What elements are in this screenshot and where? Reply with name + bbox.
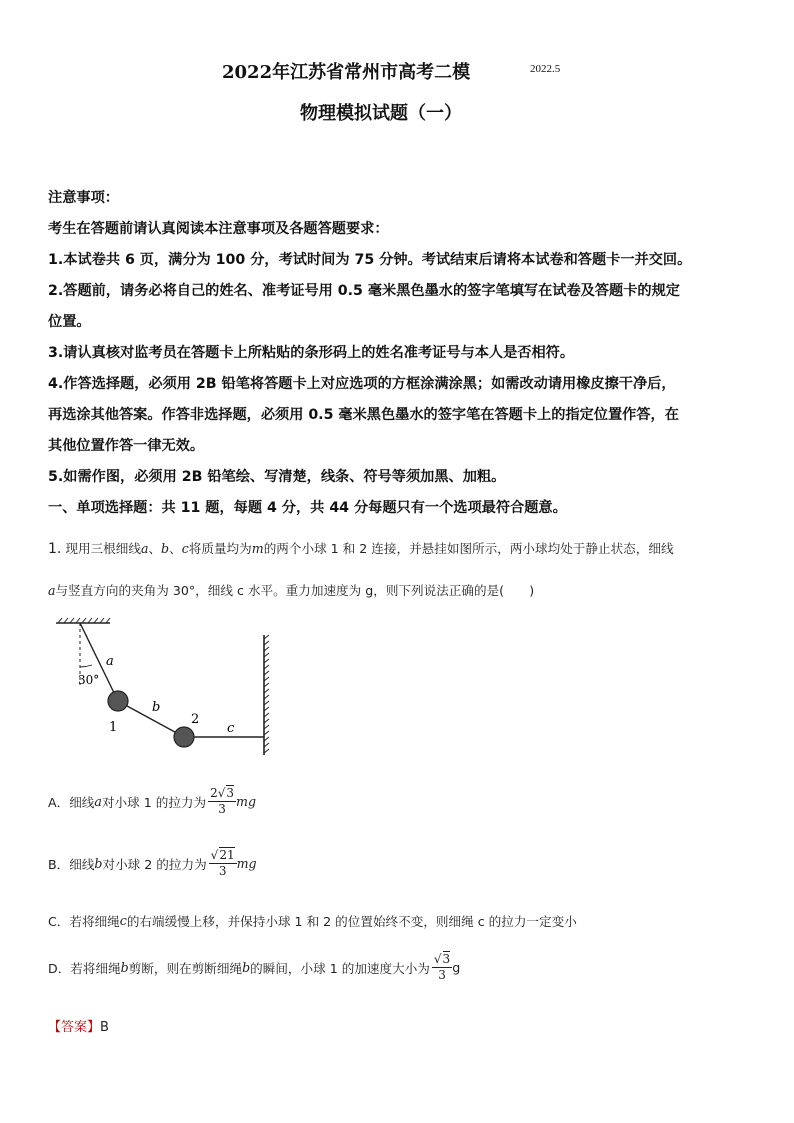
question-text: 的两个小球 1 和 2 连接，并悬挂如图所示，两小球均处于静止状态，细线 bbox=[263, 541, 674, 556]
option-text: 的右端缓慢上移，并保持小球 1 和 2 的位置始终不变，则细绳 c 的拉力一定变小 bbox=[126, 914, 577, 929]
fraction bbox=[432, 952, 452, 983]
label-ball-1: 1 bbox=[109, 720, 118, 735]
question-text: 将质量均为 bbox=[188, 541, 252, 556]
fraction-numerator: √3 bbox=[433, 952, 451, 966]
option-var: b bbox=[242, 960, 251, 975]
answer-value: B bbox=[100, 1020, 109, 1035]
label-a: a bbox=[106, 654, 114, 669]
pendulum-figure bbox=[52, 615, 282, 755]
option-text: 对小球 1 的拉力为 bbox=[101, 795, 207, 810]
separator: 、 bbox=[148, 541, 162, 556]
page-subtitle: 物理模拟试题（一） bbox=[300, 103, 462, 124]
var-c: c bbox=[181, 541, 189, 556]
fraction-denominator: 3 bbox=[438, 968, 446, 982]
option-text: D．若将细绳 bbox=[48, 961, 121, 976]
option-var: a bbox=[94, 794, 102, 809]
notice-line: 1.本试卷共 6 页，满分为 100 分，考试时间为 75 分钟。考试结束后请将本试卷和答题卡一并交回。 bbox=[48, 252, 692, 268]
option-text: B．细线 bbox=[48, 857, 95, 872]
option-b bbox=[48, 848, 257, 879]
label-ball-2: 2 bbox=[191, 712, 200, 727]
question-1-line-1 bbox=[48, 538, 674, 557]
option-c bbox=[48, 911, 577, 930]
ball-2 bbox=[174, 727, 194, 747]
fraction-numerator: √21 bbox=[210, 848, 235, 862]
answer bbox=[48, 1016, 109, 1035]
ball-1 bbox=[108, 691, 128, 711]
notice-section bbox=[48, 183, 758, 524]
section-heading: 一、单项选择题：共 11 题，每题 4 分，共 44 分每题只有一个选项最符合题意。 bbox=[48, 500, 567, 516]
option-var: c bbox=[119, 913, 127, 928]
unit: g bbox=[452, 960, 461, 975]
notice-heading: 注意事项： bbox=[48, 190, 119, 206]
notice-line: 4.作答选择题，必须用 2B 铅笔将答题卡上对应选项的方框涂满涂黑；如需改动请用橡皮擦干净后， bbox=[48, 376, 676, 392]
notice-line: 再选涂其他答案。作答非选择题，必须用 0.5 毫米黑色墨水的签字笔在答题卡上的指定位置作答，在 bbox=[48, 407, 679, 423]
var-a: a bbox=[140, 541, 149, 556]
fraction-denominator: 3 bbox=[218, 802, 226, 816]
notice-intro: 考生在答题前请认真阅读本注意事项及各题答题要求： bbox=[48, 221, 389, 237]
option-d bbox=[48, 952, 460, 983]
label-angle: 30° bbox=[78, 673, 100, 687]
var-a: a bbox=[48, 583, 56, 598]
question-number: 1. bbox=[48, 541, 62, 557]
angle-arc bbox=[80, 665, 92, 667]
question-text: 现用三根细线 bbox=[65, 541, 141, 556]
var-m: m bbox=[251, 541, 264, 556]
fraction bbox=[209, 848, 237, 879]
option-text: 对小球 2 的拉力为 bbox=[102, 857, 207, 872]
var-b: b bbox=[161, 541, 170, 556]
question-1-line-2 bbox=[48, 580, 534, 599]
option-text: A．细线 bbox=[48, 795, 95, 810]
label-b: b bbox=[152, 700, 161, 715]
notice-line: 5.如需作图，必须用 2B 铅笔绘、写清楚，线条、符号等须加黑、加粗。 bbox=[48, 469, 506, 485]
notice-line: 其他位置作答一律无效。 bbox=[48, 438, 205, 454]
option-text: 剪断，则在剪断细绳 bbox=[128, 961, 243, 976]
option-var: b bbox=[120, 960, 129, 975]
fraction-denominator: 3 bbox=[218, 864, 227, 878]
answer-tag: 【答案】 bbox=[48, 1020, 101, 1035]
notice-line: 3.请认真核对监考员在答题卡上所粘贴的条形码上的姓名准考证号与本人是否相符。 bbox=[48, 345, 575, 361]
page-title: 2022年江苏省常州市高考二模 bbox=[222, 62, 471, 83]
option-text: 的瞬间，小球 1 的加速度大小为 bbox=[250, 961, 430, 976]
string-b bbox=[118, 701, 184, 737]
fraction-numerator: 2√3 bbox=[210, 786, 235, 800]
radicand: 3 bbox=[226, 786, 235, 800]
notice-line: 2.答题前，请务必将自己的姓名、准考证号用 0.5 毫米黑色墨水的签字笔填写在试卷及答题卡的规定 bbox=[48, 283, 680, 299]
header bbox=[0, 58, 794, 84]
coefficient: 2 bbox=[210, 786, 218, 800]
separator: 、 bbox=[169, 541, 182, 556]
question-text: 与竖直方向的夹角为 30°，细线 c 水平。重力加速度为 g，则下列说法正确的是( ) bbox=[55, 583, 535, 598]
radicand: 21 bbox=[219, 848, 235, 862]
exam-date: 2022.5 bbox=[530, 63, 561, 75]
label-c: c bbox=[227, 721, 235, 736]
unit: mg bbox=[236, 856, 257, 871]
unit: mg bbox=[236, 794, 257, 809]
option-a bbox=[48, 786, 256, 817]
option-text: C．若将细绳 bbox=[48, 914, 120, 929]
radicand: 3 bbox=[442, 952, 451, 966]
notice-line: 位置。 bbox=[48, 314, 91, 330]
fraction bbox=[208, 786, 236, 817]
option-var: b bbox=[94, 856, 103, 871]
